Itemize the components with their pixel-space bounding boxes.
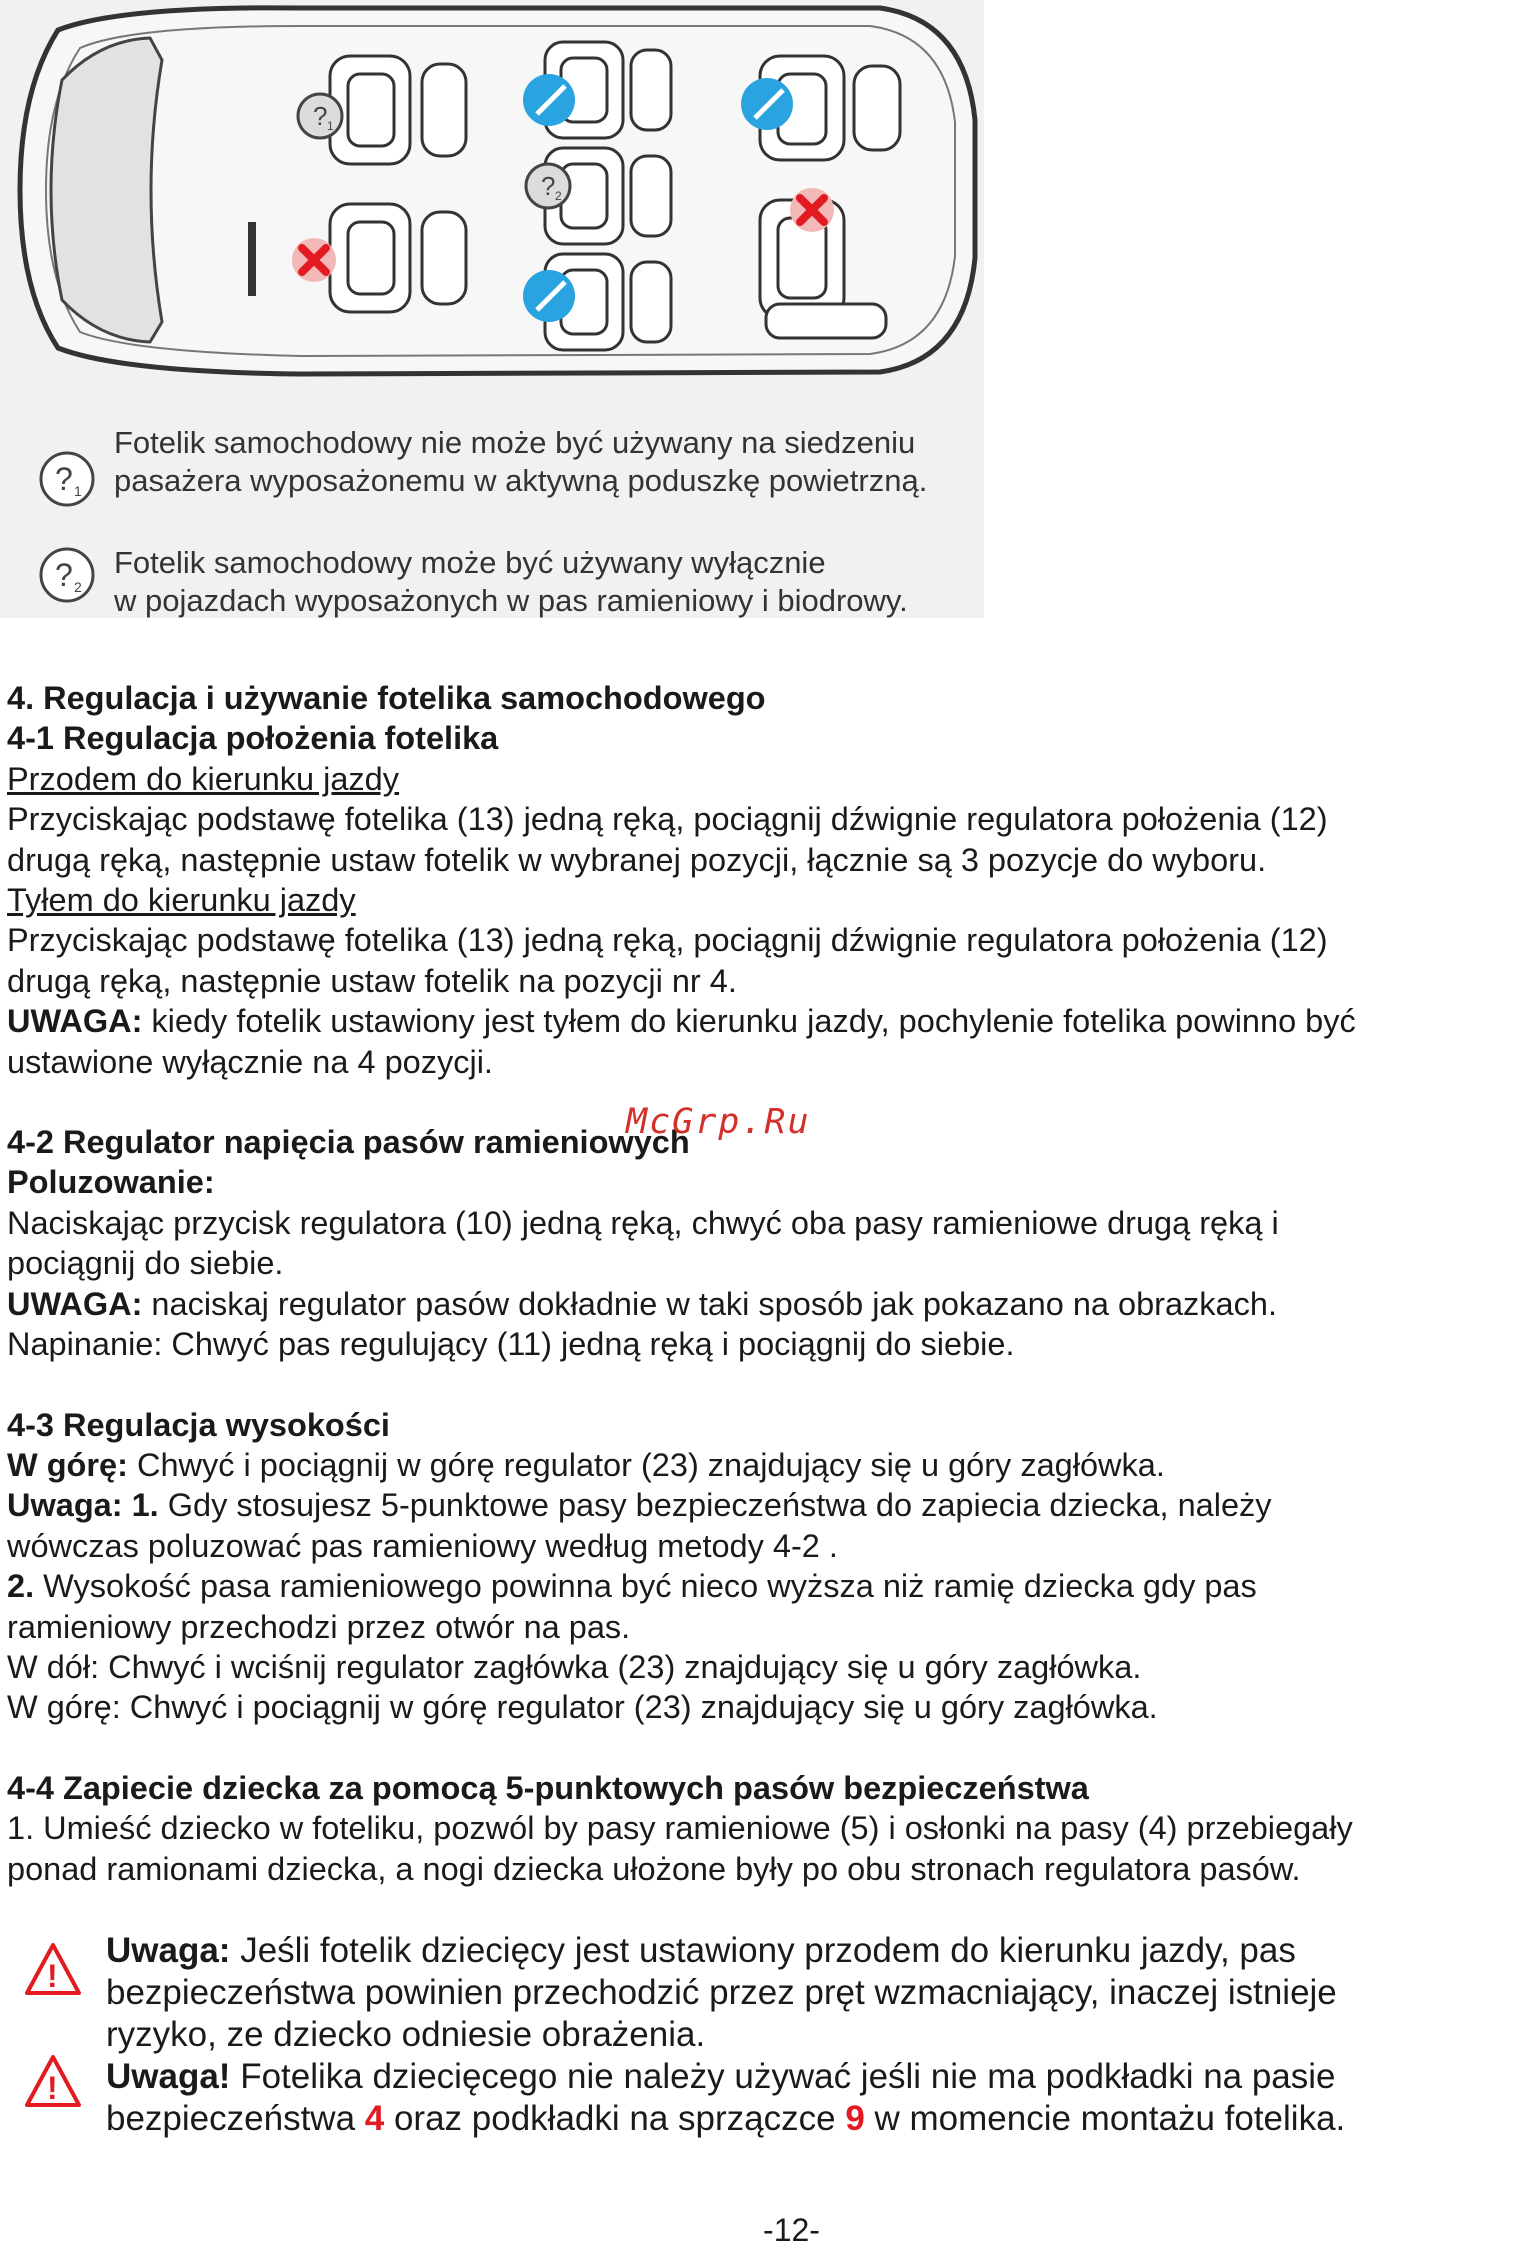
section-4-2-title: 4-2 Regulator napięcia pasów ramieniowych xyxy=(7,1124,690,1161)
paragraph-line: 1. Umieść dziecko w foteliku, pozwól by pasy ramieniowe (5) i osłonki na pasy (4) przebiegały xyxy=(7,1810,1353,1847)
note-label: UWAGA: xyxy=(7,1003,143,1040)
paragraph-line: W dół: Chwyć i wciśnij regulator zagłówka (23) znajdujący się u góry zagłówka. xyxy=(7,1648,1142,1685)
loosen-label: Poluzowanie: xyxy=(7,1164,215,1201)
svg-text:!: ! xyxy=(47,2070,58,2106)
paragraph-line: pociągnij do siebie. xyxy=(7,1245,284,1282)
warning-1-text: Uwaga: Jeśli fotelik dziecięcy jest ustawiony przodem do kierunku jazdy, pas bezpieczeństwa powinien przechodzić przez pręt wzmacniający, inaczej istnieje ryzyko, ze dziecko odniesie obrażenia. xyxy=(106,1931,1337,2054)
paragraph-line: Naciskając przycisk regulatora (10) jedną ręką, chwyć oba pasy ramieniowe drugą ręką i xyxy=(7,1204,1279,1241)
rear-heading: Tyłem do kierunku jazdy xyxy=(7,882,356,919)
question-1-icon xyxy=(38,450,96,508)
paragraph-line: W górę: Chwyć i pociągnij w górę regulator (23) znajdujący się u góry zagłówka. xyxy=(7,1689,1158,1726)
note-line: UWAGA: naciskaj regulator pasów dokładnie w taki sposób jak pokazano na obrazkach. xyxy=(7,1285,1277,1322)
instructions-body xyxy=(7,678,1507,1889)
steering-column xyxy=(248,222,256,296)
allowed-check-icon xyxy=(523,270,575,322)
svg-text:1: 1 xyxy=(74,483,82,499)
paragraph-line: drugą ręką, następnie ustaw fotelik na pozycji nr 4. xyxy=(7,962,737,999)
section-4-3-title: 4-3 Regulacja wysokości xyxy=(7,1406,390,1443)
paragraph-line: wówczas poluzować pas ramieniowy według metody 4-2 . xyxy=(7,1527,838,1564)
svg-text:?: ? xyxy=(55,461,73,497)
windshield xyxy=(51,38,162,342)
note-label: UWAGA: xyxy=(7,1285,143,1322)
svg-text:!: ! xyxy=(47,1958,58,1994)
paragraph-line: ustawione wyłącznie na 4 pozycji. xyxy=(7,1043,493,1080)
section-4-4-title: 4-4 Zapiecie dziecka za pomocą 5-punktowych pasów bezpieczeństwa xyxy=(7,1769,1089,1806)
svg-text:1: 1 xyxy=(327,119,334,133)
highlight-number: 9 xyxy=(845,2099,865,2138)
note-line: W górę: Chwyć i pociągnij w górę regulator (23) znajdujący się u góry zagłówka. xyxy=(7,1446,1165,1483)
paragraph-line: Przyciskając podstawę fotelika (13) jedną ręką, pociągnij dźwignie regulatora położenia (12) xyxy=(7,922,1328,959)
svg-text:?: ? xyxy=(313,101,328,131)
warning-2-text: Uwaga! Fotelika dziecięcego nie należy używać jeśli nie ma podkładki na pasie bezpieczeństwa 4 oraz podkładki na sprzączce 9 w momencie montażu fotelika. xyxy=(106,2057,1346,2138)
note-line: UWAGA: kiedy fotelik ustawiony jest tyłem do kierunku jazdy, pochylenie fotelika powinno być xyxy=(7,1003,1356,1040)
watermark: McGrp.Ru xyxy=(626,1102,811,1142)
front-right-seat xyxy=(330,56,466,164)
section-4-1-title: 4-1 Regulacja położenia fotelika xyxy=(7,720,499,757)
forbidden-x-icon xyxy=(292,238,336,282)
warning-triangle-icon xyxy=(24,2054,82,2108)
paragraph-line: Przyciskając podstawę fotelika (13) jedną ręką, pociągnij dźwignie regulatora położenia (12) xyxy=(7,801,1328,838)
allowed-check-icon xyxy=(523,74,575,126)
car-seating-diagram xyxy=(0,0,990,400)
paragraph-line: drugą ręką, następnie ustaw fotelik w wybranej pozycji, łącznie są 3 pozycje do wyboru. xyxy=(7,841,1267,878)
paragraph-line: ponad ramionami dziecka, a nogi dziecka ułożone były po obu stronach regulatora pasów. xyxy=(7,1850,1301,1887)
section-4-title: 4. Regulacja i używanie fotelika samochodowego xyxy=(7,680,766,716)
highlight-number: 4 xyxy=(364,2099,385,2138)
svg-text:?: ? xyxy=(55,557,73,593)
svg-text:2: 2 xyxy=(555,189,562,203)
page-number: -12- xyxy=(763,2212,820,2248)
legend-text-2: Fotelik samochodowy może być używany wyłącznie w pojazdach wyposażonych w pas ramieniowy i biodrowy. xyxy=(114,545,908,618)
question-badge-2-icon xyxy=(526,164,570,208)
svg-text:2: 2 xyxy=(74,579,82,595)
question-badge-1-icon xyxy=(298,94,342,138)
svg-text:?: ? xyxy=(541,171,556,201)
forbidden-x-icon xyxy=(790,188,834,232)
paragraph-line: ramieniowy przechodzi przez otwór na pas. xyxy=(7,1608,631,1645)
paragraph-line: Napinanie: Chwyć pas regulujący (11) jedną ręką i pociągnij do siebie. xyxy=(7,1326,1015,1363)
forward-heading: Przodem do kierunku jazdy xyxy=(7,760,399,797)
allowed-check-icon xyxy=(741,78,793,130)
front-left-seat xyxy=(330,204,466,312)
question-2-icon xyxy=(38,546,96,604)
note-line: 2. Wysokość pasa ramieniowego powinna być nieco wyższa niż ramię dziecka gdy pas xyxy=(7,1568,1257,1605)
warning-triangle-icon xyxy=(24,1942,82,1996)
legend-text-1: Fotelik samochodowy nie może być używany na siedzeniu pasażera wyposażonemu w aktywną poduszkę powietrzną. xyxy=(114,425,928,498)
note-line: Uwaga: 1. Gdy stosujesz 5-punktowe pasy bezpieczeństwa do zapiecia dziecka, należy xyxy=(7,1487,1272,1524)
